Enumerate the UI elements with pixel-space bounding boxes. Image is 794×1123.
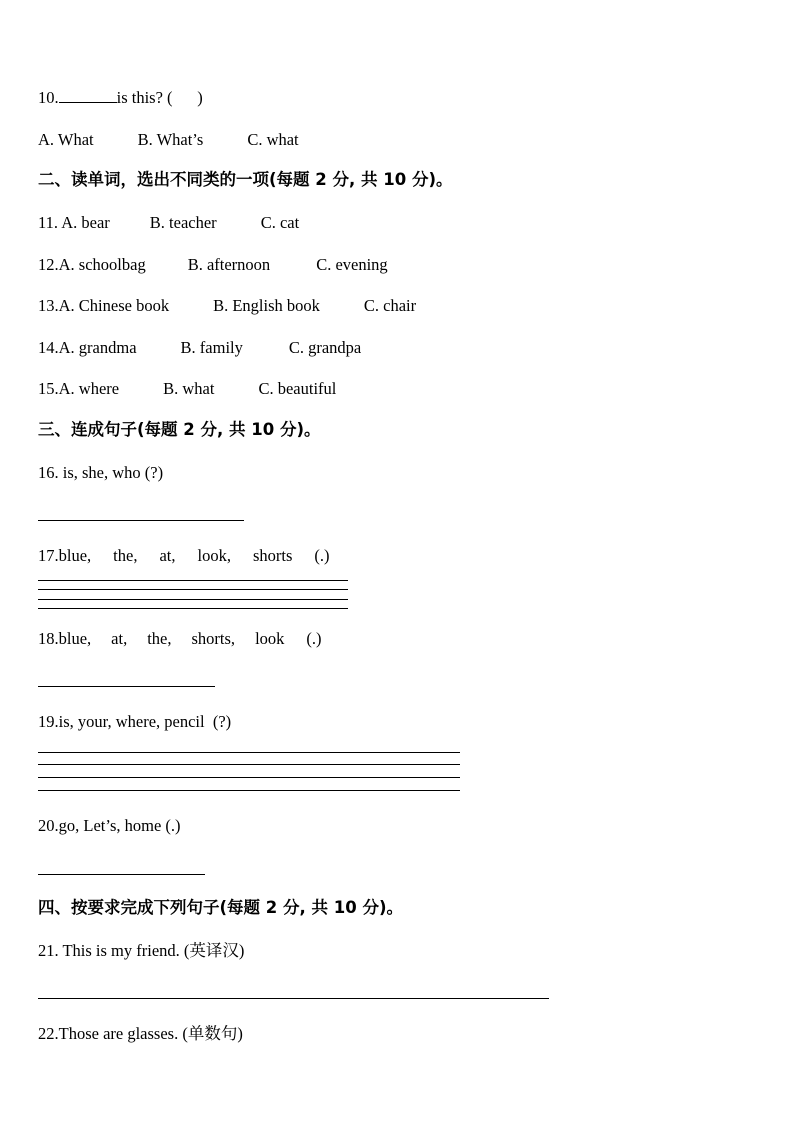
question-number: 17 [38,546,55,565]
question-number: 19 [38,712,55,731]
question-number: 11 [38,213,54,232]
word: (.) [314,546,330,565]
option-b[interactable]: B. teacher [149,213,217,232]
option-a[interactable]: .A. Chinese book [54,296,170,315]
question-13 [38,296,416,316]
option-a[interactable]: .A. schoolbag [54,255,146,274]
word: (.) [306,629,322,648]
answer-line[interactable] [38,874,205,875]
word: the, [147,629,172,648]
question-number: 13 [38,296,55,315]
question-14 [38,338,361,358]
question-number: 15 [38,379,55,398]
question-15 [38,379,336,399]
question-21 [38,941,244,961]
option-b[interactable]: B. English book [213,296,320,315]
question-text: .Those are glasses. (单数句) [54,1024,243,1043]
word: at, [111,629,128,648]
option-c[interactable]: C. cat [260,213,300,232]
question-number: 22 [38,1024,55,1043]
answer-line[interactable] [38,599,348,600]
question-number: 14 [38,338,55,357]
word: shorts, [191,629,236,648]
question-number: 21 [38,941,55,960]
question-text: .go, Let’s, home (.) [54,816,181,835]
question-11 [38,213,299,233]
question-number: 12 [38,255,55,274]
section-2-title: 二、读单词，选出不同类的一项(每题 2 分, 共 10 分)。 [38,170,453,189]
option-c[interactable]: C. chair [363,296,417,315]
question-text: . is, she, who (?) [54,463,164,482]
answer-line[interactable] [38,589,348,590]
question-22 [38,1024,243,1044]
answer-line[interactable] [38,752,460,753]
question-number: 16 [38,463,55,482]
question-19 [38,712,231,732]
question-text: .is, your, where, pencil (?) [54,712,232,731]
answer-line[interactable] [38,608,348,609]
answer-blank[interactable] [59,88,117,103]
question-number: 18 [38,629,55,648]
word: look, [197,546,231,565]
option-b[interactable]: B. afternoon [187,255,271,274]
word: the, [113,546,138,565]
question-number: 10. [38,88,59,107]
option-c[interactable]: C. beautiful [258,379,337,398]
question-text: . This is my friend. (英译汉) [54,941,245,960]
option-b[interactable]: B. what [163,379,215,398]
question-18 [38,629,322,649]
option-c[interactable]: C. what [247,130,299,149]
question-stem: is this? ( ) [116,88,203,107]
question-17 [38,546,330,566]
question-10 [38,88,203,108]
word: .blue, [54,546,92,565]
section-3-title: 三、连成句子(每题 2 分, 共 10 分)。 [38,420,321,439]
option-c[interactable]: C. evening [316,255,388,274]
option-c[interactable]: C. grandpa [288,338,362,357]
answer-line[interactable] [38,520,244,521]
answer-line[interactable] [38,686,215,687]
word: look [255,629,285,648]
option-a[interactable]: . A. bear [53,213,110,232]
answer-line[interactable] [38,790,460,791]
option-a[interactable]: .A. grandma [54,338,137,357]
word: at, [159,546,176,565]
word: .blue, [54,629,92,648]
answer-line[interactable] [38,998,549,999]
option-b[interactable]: B. family [180,338,243,357]
answer-line[interactable] [38,580,348,581]
answer-line[interactable] [38,764,460,765]
option-b[interactable]: B. What’s [137,130,204,149]
section-4-title: 四、按要求完成下列句子(每题 2 分, 共 10 分)。 [38,898,404,917]
question-10-options [38,130,299,150]
option-a[interactable]: .A. where [54,379,120,398]
option-a[interactable]: A. What [38,130,94,149]
question-number: 20 [38,816,55,835]
question-12 [38,255,388,275]
question-20 [38,816,181,836]
answer-line[interactable] [38,777,460,778]
word: shorts [252,546,293,565]
question-16 [38,463,163,483]
